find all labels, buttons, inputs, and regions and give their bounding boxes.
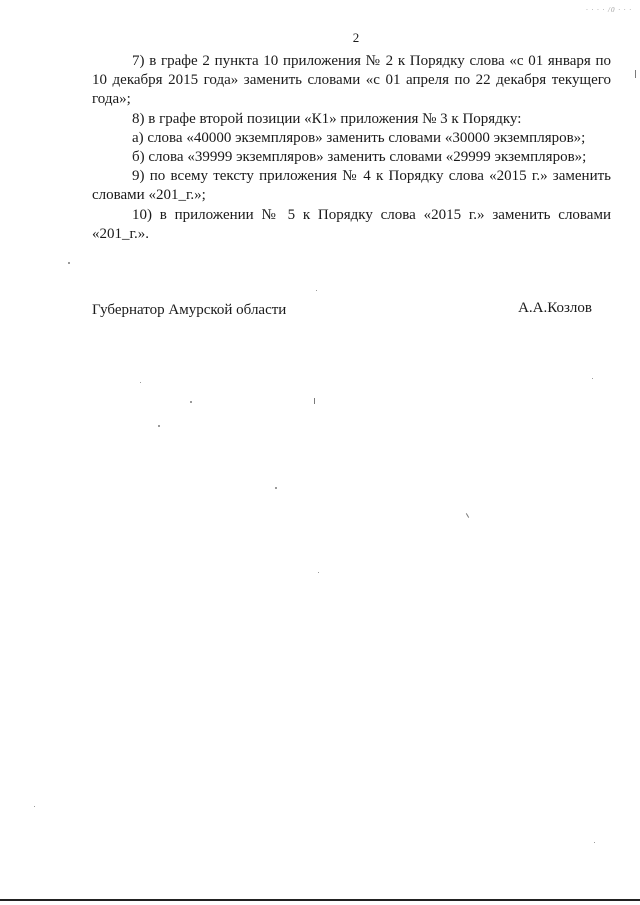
scan-speck (158, 425, 160, 427)
scan-speck (318, 572, 319, 573)
scan-speck (34, 806, 35, 807)
scan-speck (316, 290, 317, 291)
paragraph-9: 9) по всему тексту приложения № 4 к Порядку слова «2015 г.» заменить словами «201_г.»; (92, 168, 611, 204)
scan-speck (140, 382, 141, 383)
corner-scan-mark: · · · · /0 · · · (586, 6, 632, 14)
signatory-name: А.А.Козлов (518, 300, 592, 316)
scan-speck (466, 513, 469, 518)
scan-speck (592, 378, 593, 379)
scan-speck (275, 487, 277, 489)
scan-speck (594, 842, 595, 843)
page-number: 2 (352, 30, 360, 45)
scan-speck (190, 401, 192, 403)
paragraph-8b: б) слова «39999 экземпляров» заменить словами «29999 экземпляров»; (132, 149, 587, 166)
paragraph-8a: а) слова «40000 экземпляров» заменить словами «30000 экземпляров»; (132, 129, 586, 146)
scan-speck (635, 70, 636, 78)
paragraph-8: 8) в графе второй позиции «К1» приложения № 3 к Порядку: (132, 110, 522, 127)
paragraph-10: 10) в приложении № 5 к Порядку слова «2015 г.» заменить словами «201_г.». (92, 206, 611, 242)
signatory-title: Губернатор Амурской области (92, 302, 287, 318)
document-body (92, 52, 611, 244)
paragraph-7: 7) в графе 2 пункта 10 приложения № 2 к Порядку слова «с 01 января по 10 декабря 2015 года» заменить словами «с 01 апреля по 22 декабря текущего года»; (92, 53, 611, 108)
scan-edge-line (0, 899, 640, 901)
scan-speck (314, 398, 315, 404)
scan-speck (68, 262, 70, 264)
